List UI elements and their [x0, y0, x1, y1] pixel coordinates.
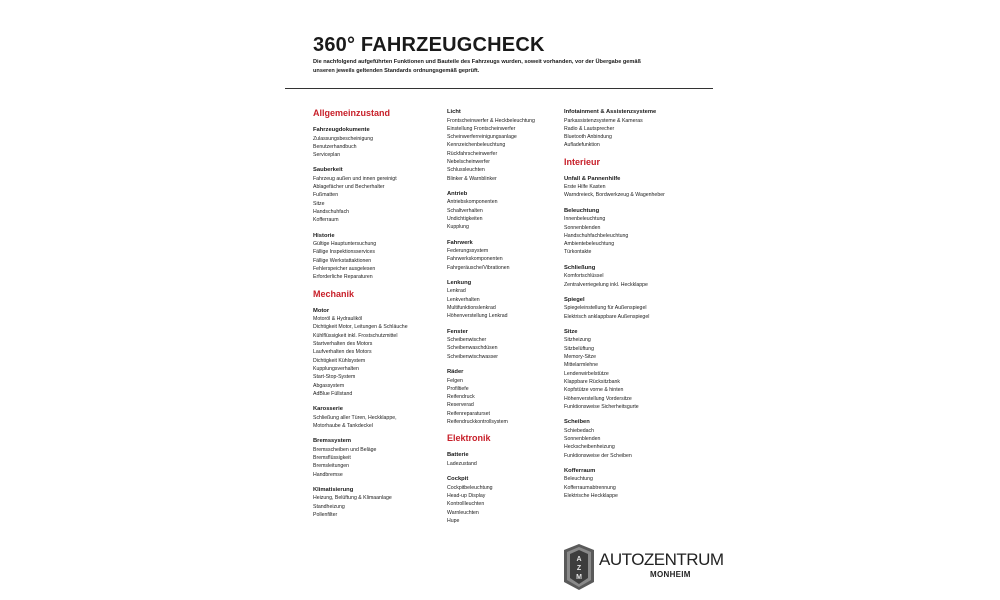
checklist-item: Innenbeleuchtung	[564, 216, 606, 223]
group-title: Klimatisierung	[313, 486, 354, 493]
checklist-section	[447, 108, 579, 426]
checklist-group	[564, 108, 696, 150]
divider-line	[285, 88, 713, 89]
checklist-section	[313, 289, 445, 520]
checklist-item: Laufverhalten des Motors	[313, 349, 372, 356]
checklist-item: Funktionsweise Sicherheitsgurte	[564, 403, 639, 410]
checklist-item: Reifendruck	[447, 394, 475, 401]
checklist-item: Cockpitbeleuchtung	[447, 484, 493, 491]
checklist-item: Felgen	[447, 377, 463, 384]
group-title: Sitze	[564, 328, 578, 335]
group-title: Kofferraum	[564, 467, 596, 474]
checklist-item: Kontrollleuchten	[447, 501, 485, 508]
checklist-group	[447, 239, 579, 272]
checklist-group	[447, 368, 579, 426]
checklist-item: Funktionsweise der Scheiben	[564, 452, 632, 459]
svg-text:Z: Z	[576, 565, 582, 572]
autozentrum-logo	[562, 544, 724, 590]
autozentrum-emblem-icon	[562, 544, 596, 590]
checklist-item: Sonnenblenden	[564, 435, 601, 442]
checklist-item: Kennzeichenbeleuchtung	[447, 142, 506, 149]
checklist-item: Fußmatten	[313, 192, 339, 199]
svg-text:M: M	[576, 574, 582, 581]
checklist-item: Schließung aller Türen, Heckklappe,	[313, 414, 397, 421]
checklist-item: Reifenreparaturset	[447, 410, 490, 417]
checklist-item: Heckscheibenheizung	[564, 444, 615, 451]
section-title: Elektronik	[447, 433, 491, 444]
checklist-item: Hupe	[447, 517, 460, 524]
checklist-group	[313, 437, 445, 479]
checklist-item: Frontscheinwerfer & Heckbeleuchtung	[447, 117, 535, 124]
checklist-item: Höhenverstellung Lenkrad	[447, 313, 508, 320]
checklist-item: Lenkrad	[447, 288, 466, 295]
checklist-section	[447, 433, 579, 525]
checklist-item: Head-up Display	[447, 492, 486, 499]
checklist-item: Schaltverhalten	[447, 207, 483, 214]
checklist-item: Fahrzeug außen und innen gereinigt	[313, 175, 397, 182]
group-title: Infotainment & Assistenzsysteme	[564, 109, 657, 115]
checklist-group	[564, 467, 696, 500]
checklist-item: Profiltiefe	[447, 385, 469, 392]
checklist-item: Bremsleitungen	[313, 463, 350, 470]
checklist-item: Dichtigkeit Kühlsystem	[313, 357, 366, 364]
checklist-item: Undichtigkeiten	[447, 215, 483, 222]
checklist-item: Zulassungsbescheinigung	[313, 135, 373, 142]
checklist-item: Schlussleuchten	[447, 167, 485, 174]
checklist-group	[564, 264, 696, 289]
checklist-item: Abgassystem	[313, 382, 345, 389]
checklist-group	[564, 328, 696, 411]
checklist-item: Sonnenblenden	[564, 224, 601, 231]
checklist-item: Erste Hilfe Kasten	[564, 184, 606, 191]
checklist-item: Dichtigkeit Motor, Leitungen & Schläuche	[313, 324, 408, 331]
checklist-item: Kühlflüssigkeit inkl. Frostschutzmittel	[313, 332, 398, 339]
checklist-item: Höhenverstellung Vordersitze	[564, 395, 632, 402]
checklist-item: Kupplung	[447, 224, 469, 231]
checklist-group	[313, 405, 445, 430]
checklist-item: Fällige Werkstattaktionen	[313, 257, 372, 264]
checklist-item: AdBlue Füllstand	[313, 390, 353, 397]
checklist-item: Federungssystem	[447, 248, 489, 255]
checklist-item: Fahrgeräusche/Vibrationen	[447, 264, 510, 271]
checklist-item: Warnleuchten	[447, 509, 479, 516]
checklist-item: Sitzheizung	[564, 337, 591, 344]
checklist-group	[564, 207, 696, 257]
checklist-item: Ablagefächer und Becherhalter	[313, 184, 385, 191]
checklist-item: Ambientebeleuchtung	[564, 241, 615, 248]
checklist-item: Mittelarmlehne	[564, 362, 599, 369]
checklist-item: Gültige Hauptuntersuchung	[313, 241, 377, 248]
checklist-item: Fehlerspeicher ausgelesen	[313, 266, 376, 273]
checklist-item: Nebelscheinwerfer	[447, 158, 490, 165]
checklist-item: Standheizung	[313, 503, 345, 510]
column-1	[313, 108, 445, 526]
checklist-item: Einstellung Frontscheinwerfer	[447, 125, 516, 132]
checklist-item: Reserverad	[447, 402, 474, 409]
checklist-section	[564, 108, 696, 150]
group-title: Lenkung	[447, 279, 472, 286]
group-title: Licht	[447, 109, 461, 115]
checklist-item: Klappbare Rücksitzbank	[564, 378, 620, 385]
checklist-group	[564, 418, 696, 460]
intro-text: Die nachfolgend aufgeführten Funktionen und Bauteile des Fahrzeugs wurden, soweit vorhanden, vor der Übergabe gemäß unseren jeweils geltenden Standards ordnungsgemäß geprüft.	[313, 59, 641, 74]
checklist-group	[447, 475, 579, 525]
checklist-item: Benutzerhandbuch	[313, 143, 357, 150]
checklist-group	[447, 279, 579, 321]
checklist-item: Komfortschlüssel	[564, 273, 604, 280]
checklist-item: Handschuhfach	[313, 209, 350, 216]
brand-name: AUTOZENTRUM	[599, 550, 724, 569]
group-title: Fahrwerk	[447, 239, 473, 246]
checklist-item: Erforderliche Reparaturen	[313, 274, 373, 281]
checklist-item: Scheibenwischwasser	[447, 353, 499, 360]
checklist-item: Blinker & Warnblinker	[447, 175, 497, 182]
group-title: Motor	[313, 307, 330, 314]
group-title: Räder	[447, 369, 464, 376]
checklist-item: Kofferraum	[313, 217, 339, 224]
checklist-group	[313, 232, 445, 282]
checklist-item: Ladezustand	[447, 460, 477, 467]
checklist-item: Sitze	[313, 200, 325, 207]
checklist-item: Scheibenwischer	[447, 337, 487, 344]
checklist-item: Kupplungsverhalten	[313, 365, 359, 372]
checklist-item: Antriebskomponenten	[447, 199, 498, 206]
checklist-group	[564, 175, 696, 200]
group-title: Batterie	[447, 452, 469, 459]
checklist-group	[313, 486, 445, 519]
checklist-item: Türkontakte	[564, 249, 592, 256]
checklist-item: Spiegeleinstellung für Außenspiegel	[564, 305, 647, 312]
checklist-item: Radio & Lautsprecher	[564, 125, 615, 132]
checklist-item: Pollenfilter	[313, 512, 338, 518]
checklist-item: Heizung, Belüftung & Klimaanlage	[313, 495, 392, 502]
checklist-item: Fällige Inspektionsservices	[313, 249, 375, 256]
group-title: Bremssystem	[313, 438, 352, 445]
checklist-group	[564, 296, 696, 321]
group-title: Beleuchtung	[564, 207, 600, 214]
checklist-item: Bremsscheiben und Beläge	[313, 446, 377, 453]
checklist-item: Bluetooth Anbindung	[564, 134, 612, 141]
checklist-item: Schiebedach	[564, 427, 594, 434]
checklist-item: Reifendruckkontrollsystem	[447, 419, 508, 426]
group-title: Cockpit	[447, 476, 469, 483]
column-2	[447, 108, 579, 532]
group-title: Spiegel	[564, 296, 585, 303]
checklist-item: Lenkverhalten	[447, 296, 480, 303]
checklist-item: Lendenwirbelstütze	[564, 370, 609, 377]
checklist-item: Elektrische Heckklappe	[564, 492, 618, 499]
group-title: Karosserie	[313, 406, 343, 413]
group-title: Historie	[313, 232, 335, 239]
checklist-item: Multifunktionslenkrad	[447, 305, 496, 312]
checklist-item: Startverhalten des Motors	[313, 341, 373, 348]
section-title: Interieur	[564, 156, 601, 167]
section-title: Mechanik	[313, 288, 355, 299]
checklist-item: Aufladefunktion	[564, 142, 600, 149]
checklist-group	[313, 307, 445, 398]
checklist-section	[313, 108, 445, 282]
checklist-item: Motoröl & Hydrauliköl	[313, 316, 363, 323]
checklist-item: Elektrisch anklappbare Außenspiegel	[564, 313, 650, 320]
checklist-group	[447, 328, 579, 361]
column-3	[564, 108, 696, 507]
checklist-section	[564, 157, 696, 501]
checklist-item: Start-Stop-System	[313, 374, 356, 381]
checklist-item: Parkassistenzsysteme & Kameras	[564, 117, 643, 124]
checklist-item: Serviceplan	[313, 152, 341, 159]
group-title: Unfall & Pannenhilfe	[564, 175, 621, 182]
checklist-item: Kofferraumabtrennung	[564, 484, 616, 491]
checklist-item: Warndreieck, Bordwerkzeug & Wagenheber	[564, 192, 665, 199]
checklist-group	[447, 108, 579, 183]
document-title: 360° FAHRZEUGCHECK	[313, 34, 545, 56]
checklist-item: Motorhaube & Tankdeckel	[313, 422, 373, 429]
checklist-item: Scheinwerferreinigungsanlage	[447, 134, 517, 141]
checklist-group	[447, 451, 579, 468]
checklist-item: Sitzbelüftung	[564, 345, 594, 352]
checklist-item: Beleuchtung	[564, 476, 593, 483]
group-title: Fenster	[447, 328, 468, 335]
checklist-item: Handschuhfachbeleuchtung	[564, 232, 629, 239]
emblem-lettering: A	[576, 556, 582, 563]
checklist-group	[313, 166, 445, 224]
checklist-group	[313, 126, 445, 159]
group-title: Schließung	[564, 264, 596, 271]
group-title: Antrieb	[447, 190, 468, 197]
section-title: Allgemeinzustand	[313, 108, 391, 118]
checklist-group	[447, 190, 579, 232]
checklist-item: Handbremse	[313, 471, 343, 478]
checklist-item: Bremsflüssigkeit	[313, 455, 351, 462]
group-title: Sauberkeit	[313, 167, 343, 174]
checklist-item: Fahrwerkskomponenten	[447, 256, 503, 263]
checklist-item: Scheibenwaschdüsen	[447, 345, 498, 352]
checklist-item: Kopfstütze vorne & hinten	[564, 387, 624, 394]
checklist-item: Zentralverriegelung inkl. Heckklappe	[564, 281, 648, 288]
checklist-item: Rückfahrscheinwerfer	[447, 150, 498, 157]
group-title: Fahrzeugdokumente	[313, 127, 370, 133]
checklist-item: Memory-Sitze	[564, 354, 596, 361]
group-title: Scheiben	[564, 419, 590, 426]
brand-location: MONHEIM	[650, 570, 691, 579]
